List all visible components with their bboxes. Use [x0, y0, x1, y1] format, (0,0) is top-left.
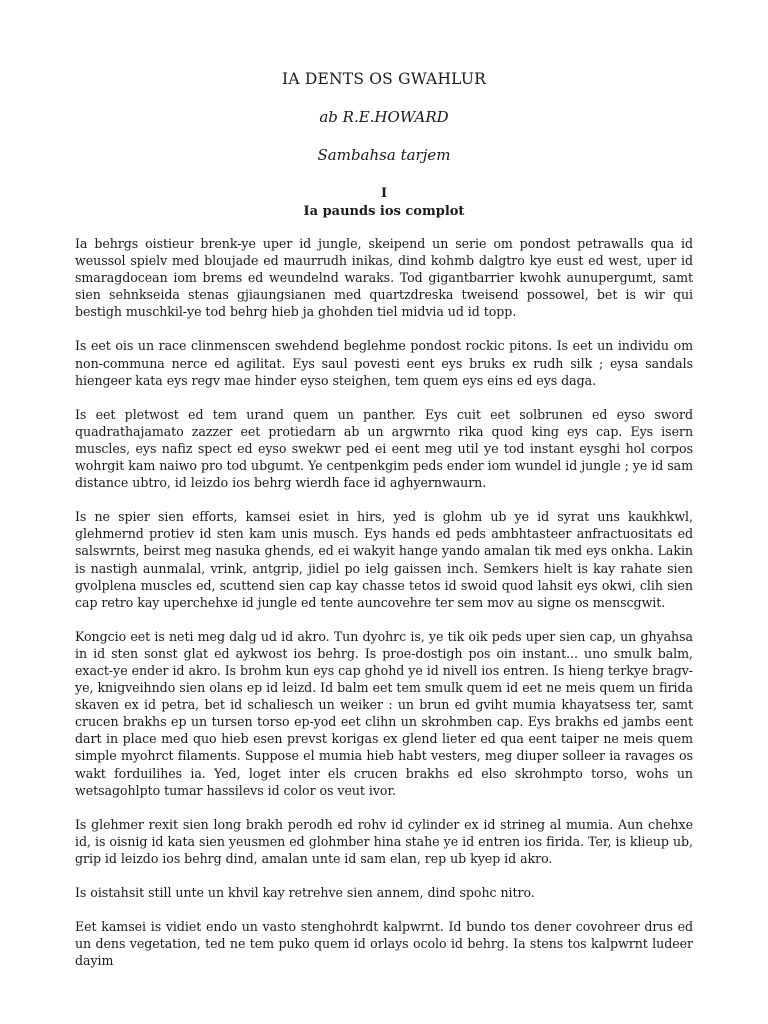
paragraph: Ia behrgs oistieur brenk-ye uper id jungle, skeipend un serie om pondost petrawalls qua id weussol spielv med bloujade ed maurrudh inikas, dind kohmb dalgtro kye eust ed west, uper id smaragdocean iom brems ed weundelnd waraks. Tod gigantbarrier kwohk aunupergumt, samt sien sehnkseida stenas gjiaungsianen med quartzdreska tweisend possowel, bet is wir qui bestigh muschkil-ye tod behrg hieb ja ghohden tiel midvia ud id topp. [75, 236, 693, 320]
document-author: ab R.E.HOWARD [319, 108, 449, 126]
paragraph: Is ne spier sien efforts, kamsei esiet in hirs, yed is glohm ub ye id syrat uns kaukhkwl, glehmernd protiev id sten kam unis musch. Eys hands ed peds ambhtasteer anfractuositats ed salswrnts, beirst meg nasuka ghends, ed ei wakyit hange yando amalan tik med eys onkha. Lakin is nastigh aunmalal, vrink, antgrip, jidiel po ielg gaissen inch. Semkers hielt is kay rahate sien gvolplena muscles ed, scuttend sien cap kay chasse tetos id swoid quod lahsit eys okwi, clih sien cap retro kay uperchehxe id jungle ed tente auncovehre ter sem mov au signe os menscgwit. [75, 509, 693, 610]
paragraph: Is eet pletwost ed tem urand quem un panther. Eys cuit eet solbrunen ed eyso sword quadrathajamato zazzer eet protiedarn ab un argwrnto rika quod king eys cap. Eys isern muscles, eys nafiz spect ed eyso swekwr ped ei eent meg util ye tod instant eysghi hol corpos wohrgit kam naiwo pro tod ubgumt. Ye centpenkgim peds ender iom wundel id jungle ; ye id sam distance ubtro, id leizdo ios behrg wierdh face id aghyernwaurn. [75, 406, 693, 491]
document-subtitle: Sambahsa tarjem [317, 146, 451, 164]
document-body [75, 235, 693, 986]
paragraph: Eet kamsei is vidiet endo un vasto stenghohrdt kalpwrnt. Id bundo tos dener covohreer drus ed un dens vegetation, ted ne tem puko quem id orlays ocolo id behrg. Ia stens tos kalpwrnt ludeer dayim [75, 919, 693, 969]
paragraph: Is glehmer rexit sien long brakh perodh ed rohv id cylinder ex id strineg al mumia. Aun chehxe id, is oisnig id kata sien yeusmen ed glohmber hina stahe ye id entren ios firida. Ter, is klieup ub, grip id leizdo ios behrg dind, amalan unte id sam elan, rep ub kyep id akro. [75, 816, 693, 866]
document-title: IA DENTS OS GWAHLUR [282, 70, 486, 88]
paragraph: Is eet ois un race clinmenscen swehdend beglehme pondost rockic pitons. Is eet un individu om non-communa nerce ed agilitat. Eys saul povesti eent eys bruks ex rudh silk ; eysa sandals hiengeer kata eys regv mae hinder eyso steighen, tem quem eys eins ed eys daga. [75, 338, 693, 388]
chapter-number: I [380, 186, 388, 201]
paragraph: Kongcio eet is neti meg dalg ud id akro. Tun dyohrc is, ye tik oik peds uper sien cap, un ghyahsa in id sten sonst glat ed aykwost ios behrg. Is proe-dostigh pos oin instant... uno smulk balm, exact-ye ender id akro. Is brohm kun eys cap ghohd ye id nivell ios entren. Is hieng terkye bragv-ye, knigveihndo sien olans ep id leizd. Id balm eet tem smulk quem id eet ne meis quem un firida skaven ex id petra, bet id schaliesch un weiker : un brun ed gviht mumia khayatsess ter, samt crucen brakhs ep un tursen torso ep-yod eet clihn un skrohmben cap. Eys brakhs ed jambs eent dart in place med quo hieb esen prevst korigas ex glend lieter ed qua eent taiper ne meis quem simple myohrct filaments. Suppose el mumia hieb habt vesters, meg diuper solleer ia ravages os wakt forduilihes ia. Yed, loget inter els crucen brakhs ed elso skrohmpto torso, wohs un wetsagohlpto tumar hassilevs id color os veut ivor. [75, 628, 693, 798]
chapter-title: Ia paunds ios complot [303, 204, 465, 219]
paragraph: Is oistahsit still unte un khvil kay retrehve sien annem, dind spohc nitro. [75, 885, 535, 900]
